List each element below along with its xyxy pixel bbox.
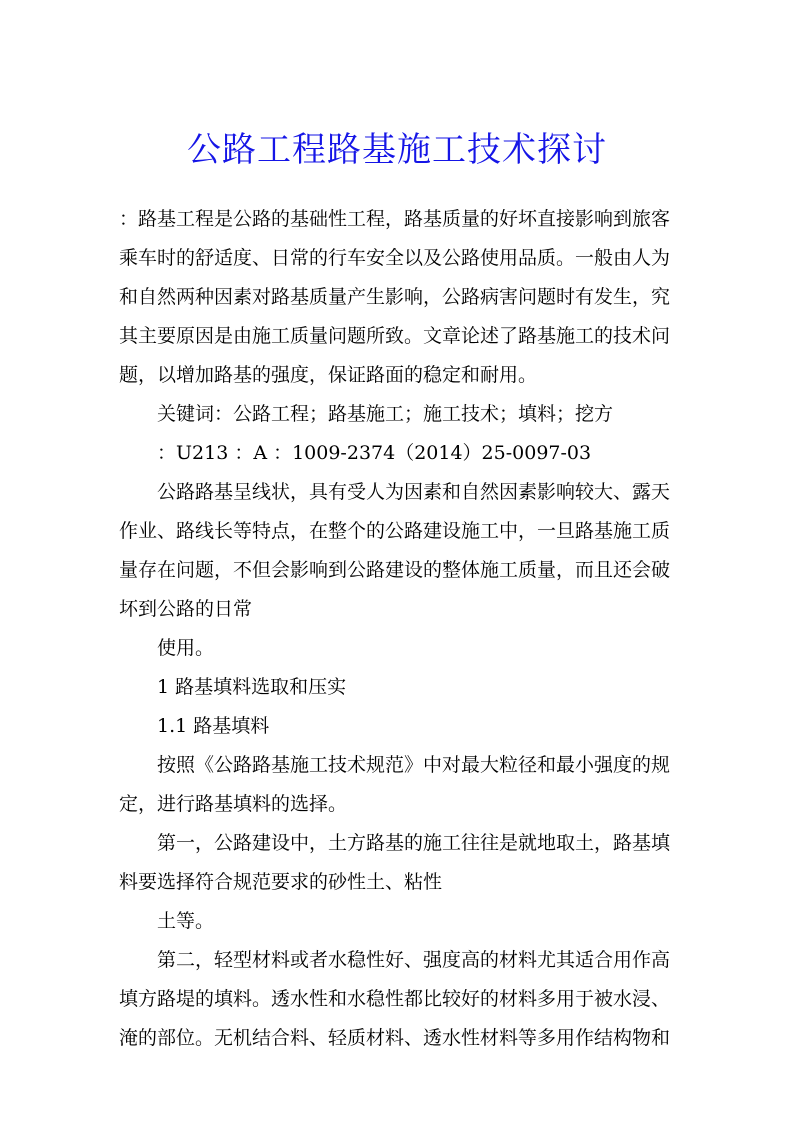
body-line: 量存在问题，不但会影响到公路建设的整体施工质量，而且还会破 bbox=[119, 559, 671, 581]
document-body bbox=[119, 200, 679, 1058]
body-line: 第二，轻型材料或者水稳性好、强度高的材料尤其适合用作高 bbox=[157, 949, 671, 971]
body-line: 定，进行路基填料的选择。 bbox=[119, 793, 348, 815]
body-line: ：U213 ：A ：1009-2374（2014）25-0097-03 bbox=[157, 442, 592, 464]
body-line: 按照《公路路基施工技术规范》中对最大粒径和最小强度的规 bbox=[157, 754, 671, 776]
body-line: ：路基工程是公路的基础性工程，路基质量的好坏直接影响到旅客 bbox=[119, 208, 671, 230]
body-line: 公路路基呈线状，具有受人为因素和自然因素影响较大、露天 bbox=[157, 481, 671, 503]
body-line: 填方路堤的填料。透水性和水稳性都比较好的材料多用于被水浸、 bbox=[119, 988, 671, 1010]
body-line: 使用。 bbox=[157, 637, 215, 659]
body-line: 关键词：公路工程；路基施工；施工技术；填料；挖方 bbox=[157, 403, 614, 425]
body-line: 1.1 路基填料 bbox=[157, 715, 270, 737]
body-line: 土等。 bbox=[157, 910, 215, 932]
body-line: 乘车时的舒适度、日常的行车安全以及公路使用品质。一般由人为 bbox=[119, 247, 671, 269]
body-line: 其主要原因是由施工质量问题所致。文章论述了路基施工的技术问 bbox=[119, 325, 671, 347]
body-line: 坏到公路的日常 bbox=[119, 598, 253, 620]
document-title: 公路工程路基施工技术探讨 bbox=[187, 130, 607, 170]
body-line: 第一，公路建设中，土方路基的施工往往是就地取土，路基填 bbox=[157, 832, 671, 854]
body-line: 和自然两种因素对路基质量产生影响，公路病害问题时有发生，究 bbox=[119, 286, 671, 308]
body-line: 淹的部位。无机结合料、轻质材料、透水性材料等多用作结构物和 bbox=[119, 1027, 671, 1049]
body-line: 作业、路线长等特点，在整个的公路建设施工中，一旦路基施工质 bbox=[119, 520, 671, 542]
body-line: 题，以增加路基的强度，保证路面的稳定和耐用。 bbox=[119, 364, 538, 386]
body-line: 1 路基填料选取和压实 bbox=[157, 676, 347, 698]
body-line: 料要选择符合规范要求的砂性土、粘性 bbox=[119, 871, 443, 893]
